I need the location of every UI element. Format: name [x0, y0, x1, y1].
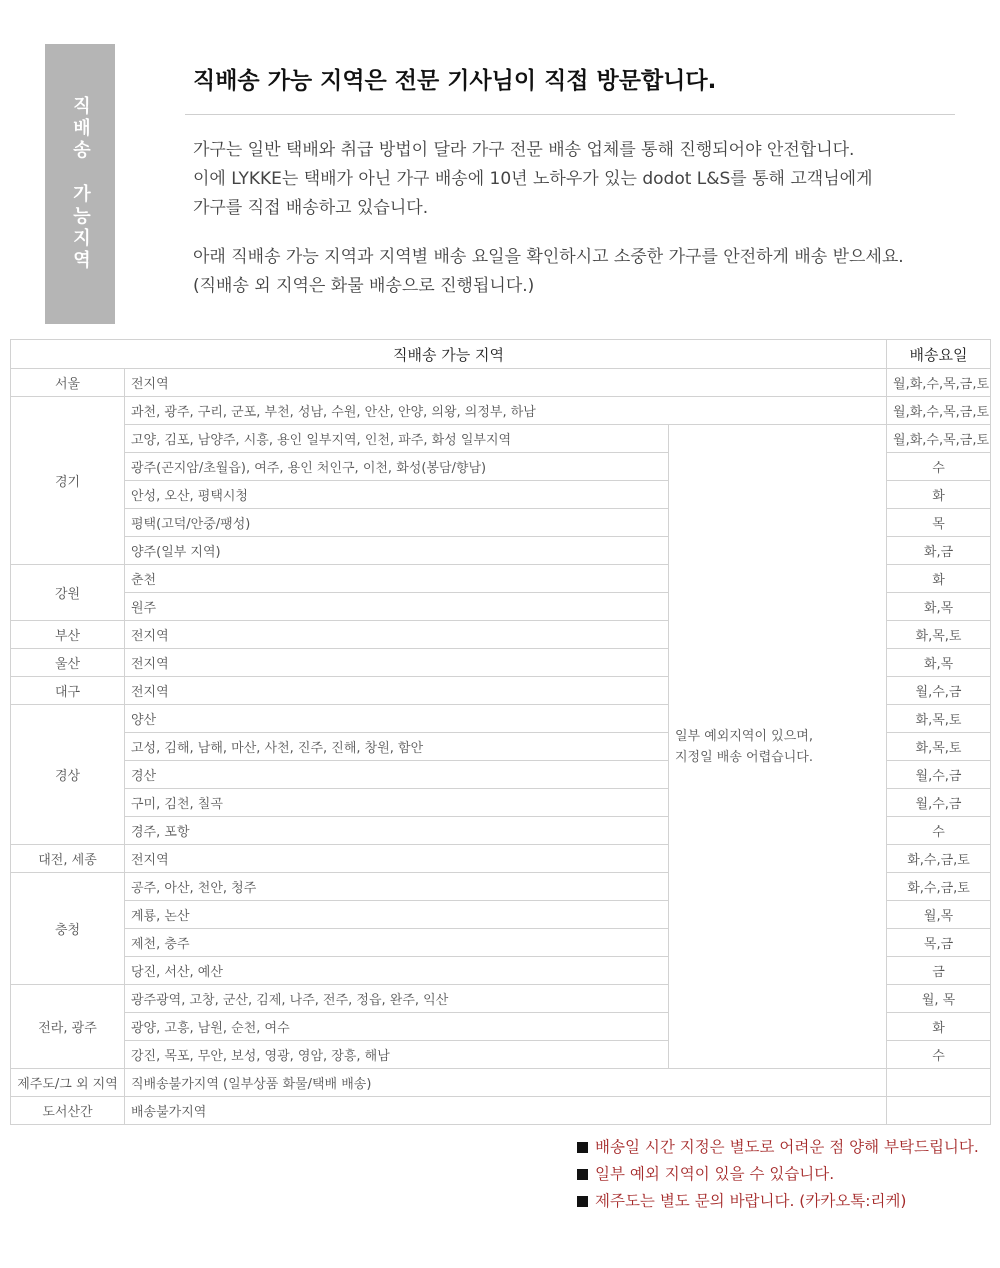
exception-note-line: 일부 예외지역이 있으며, — [675, 728, 813, 744]
areas-cell: 경산 — [125, 761, 669, 789]
areas-cell: 전지역 — [125, 621, 669, 649]
note-item — [577, 1188, 997, 1215]
days-cell: 수 — [887, 817, 991, 845]
region-cell: 울산 — [11, 649, 125, 677]
days-cell: 목 — [887, 509, 991, 537]
areas-cell: 전지역 — [125, 649, 669, 677]
intro-line: 가구는 일반 택배와 취급 방법이 달라 가구 전문 배송 업체를 통해 진행되어야 안전합니다. — [193, 140, 855, 160]
days-cell: 월,수,금 — [887, 761, 991, 789]
days-cell: 화,금 — [887, 537, 991, 565]
areas-cell: 전지역 — [125, 845, 669, 873]
notes-list — [577, 1134, 997, 1215]
note-item — [577, 1134, 997, 1161]
areas-cell: 광주광역, 고창, 군산, 김제, 나주, 전주, 정읍, 완주, 익산 — [125, 985, 669, 1013]
areas-cell: 전지역 — [125, 369, 887, 397]
region-cell: 경상 — [11, 705, 125, 845]
region-cell: 대구 — [11, 677, 125, 705]
intro-line: 아래 직배송 가능 지역과 지역별 배송 요일을 확인하시고 소중한 가구를 안전하게 배송 받으세요. — [193, 247, 904, 267]
days-cell: 월, 목 — [887, 985, 991, 1013]
days-cell: 화 — [887, 565, 991, 593]
days-cell: 목,금 — [887, 929, 991, 957]
region-cell: 경기 — [11, 397, 125, 565]
days-cell: 화 — [887, 481, 991, 509]
region-cell: 서울 — [11, 369, 125, 397]
areas-cell: 춘천 — [125, 565, 669, 593]
areas-cell: 평택(고덕/안중/팽성) — [125, 509, 669, 537]
side-label-top: 직배송 — [70, 96, 91, 162]
areas-cell: 원주 — [125, 593, 669, 621]
table-row — [11, 425, 991, 453]
square-bullet-icon — [577, 1196, 588, 1207]
areas-cell: 전지역 — [125, 677, 669, 705]
square-bullet-icon — [577, 1142, 588, 1153]
days-cell: 화 — [887, 1013, 991, 1041]
days-cell: 화,목,토 — [887, 733, 991, 761]
header-zone: 직배송 가능 지역 — [11, 340, 887, 369]
areas-cell: 당진, 서산, 예산 — [125, 957, 669, 985]
days-cell: 화,수,금,토 — [887, 845, 991, 873]
title-divider — [185, 114, 955, 115]
intro-line: (직배송 외 지역은 화물 배송으로 진행됩니다.) — [193, 276, 535, 296]
exception-note — [669, 425, 887, 1069]
intro-text — [193, 136, 983, 301]
days-cell: 월,화,수,목,금,토 — [887, 425, 991, 453]
region-cell: 제주도/그 외 지역 — [11, 1069, 125, 1097]
areas-cell: 과천, 광주, 구리, 군포, 부천, 성남, 수원, 안산, 안양, 의왕, 의정부, 하남 — [125, 397, 887, 425]
square-bullet-icon — [577, 1169, 588, 1180]
header-days: 배송요일 — [887, 340, 991, 369]
areas-cell: 양산 — [125, 705, 669, 733]
areas-cell: 양주(일부 지역) — [125, 537, 669, 565]
days-cell: 화,목,토 — [887, 705, 991, 733]
days-cell: 월,수,금 — [887, 789, 991, 817]
days-cell: 월,목 — [887, 901, 991, 929]
days-cell: 월,수,금 — [887, 677, 991, 705]
areas-cell: 직배송불가지역 (일부상품 화물/택배 배송) — [125, 1069, 887, 1097]
intro-line: 이에 LYKKE는 택배가 아닌 가구 배송에 10년 노하우가 있는 dodot L&S를 통해 고객님에게 — [193, 169, 873, 189]
areas-cell: 경주, 포항 — [125, 817, 669, 845]
areas-cell: 안성, 오산, 평택시청 — [125, 481, 669, 509]
days-cell: 수 — [887, 1041, 991, 1069]
region-cell: 대전, 세종 — [11, 845, 125, 873]
table-header-row — [11, 340, 991, 369]
areas-cell: 배송불가지역 — [125, 1097, 887, 1125]
days-cell: 화,목 — [887, 593, 991, 621]
areas-cell: 강진, 목포, 무안, 보성, 영광, 영암, 장흥, 해남 — [125, 1041, 669, 1069]
days-cell — [887, 1069, 991, 1097]
areas-cell: 광양, 고흥, 남원, 순천, 여수 — [125, 1013, 669, 1041]
region-cell: 강원 — [11, 565, 125, 621]
days-cell: 화,수,금,토 — [887, 873, 991, 901]
intro-line: 가구를 직접 배송하고 있습니다. — [193, 198, 429, 218]
note-text: 일부 예외 지역이 있을 수 있습니다. — [595, 1165, 835, 1183]
region-cell: 도서산간 — [11, 1097, 125, 1125]
days-cell — [887, 1097, 991, 1125]
days-cell: 월,화,수,목,금,토 — [887, 397, 991, 425]
region-cell: 충청 — [11, 873, 125, 985]
side-label-bottom: 가능지역 — [70, 184, 91, 272]
areas-cell: 계룡, 논산 — [125, 901, 669, 929]
days-cell: 금 — [887, 957, 991, 985]
days-cell: 화,목 — [887, 649, 991, 677]
note-text: 제주도는 별도 문의 바랍니다. (카카오톡:리케) — [595, 1192, 907, 1210]
region-cell: 부산 — [11, 621, 125, 649]
table-row — [11, 369, 991, 397]
areas-cell: 공주, 아산, 천안, 청주 — [125, 873, 669, 901]
page-title: 직배송 가능 지역은 전문 기사님이 직접 방문합니다. — [193, 68, 717, 94]
days-cell: 월,화,수,목,금,토 — [887, 369, 991, 397]
region-cell: 전라, 광주 — [11, 985, 125, 1069]
areas-cell: 제천, 충주 — [125, 929, 669, 957]
delivery-zone-table — [10, 339, 991, 1125]
areas-cell: 구미, 김천, 칠곡 — [125, 789, 669, 817]
table-row — [11, 1069, 991, 1097]
table-row — [11, 397, 991, 425]
side-label — [45, 44, 115, 324]
days-cell: 화,목,토 — [887, 621, 991, 649]
note-text: 배송일 시간 지정은 별도로 어려운 점 양해 부탁드립니다. — [595, 1138, 979, 1156]
table-row — [11, 1097, 991, 1125]
areas-cell: 고양, 김포, 남양주, 시흥, 용인 일부지역, 인천, 파주, 화성 일부지역 — [125, 425, 669, 453]
note-item — [577, 1161, 997, 1188]
areas-cell: 광주(곤지암/초월읍), 여주, 용인 처인구, 이천, 화성(봉담/향남) — [125, 453, 669, 481]
areas-cell: 고성, 김해, 남해, 마산, 사천, 진주, 진해, 창원, 함안 — [125, 733, 669, 761]
exception-note-line: 지정일 배송 어렵습니다. — [675, 749, 813, 765]
days-cell: 수 — [887, 453, 991, 481]
